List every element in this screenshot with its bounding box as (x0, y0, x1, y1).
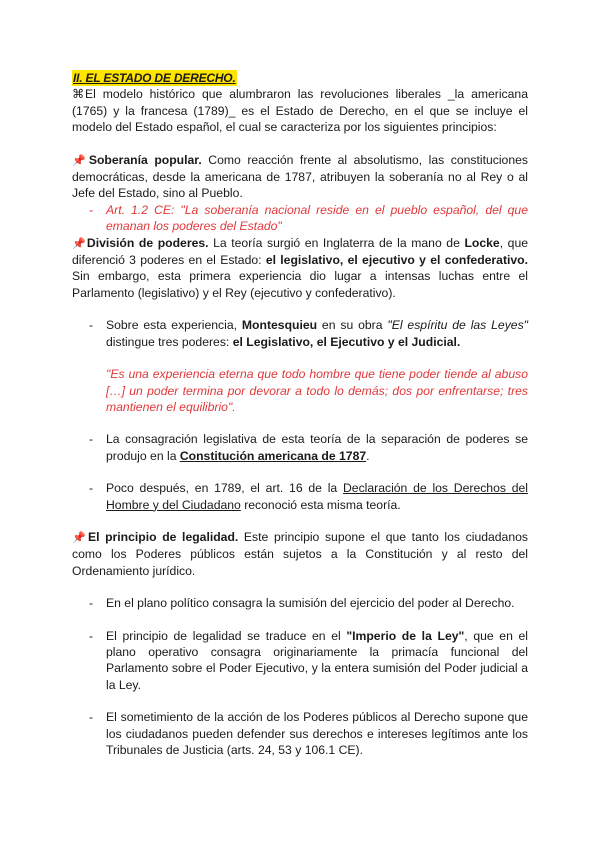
item-text: La consagración legislativa de esta teoría de la separación de poderes se produjo en la (106, 432, 528, 463)
locke-powers: el legislativo, el ejecutivo y el confederativo. (265, 253, 529, 268)
item-text: en su obra (317, 318, 388, 333)
section-title: II. EL ESTADO DE DERECHO. (73, 71, 236, 85)
division-heading: División de poderes. (86, 235, 209, 250)
soberania-paragraph (72, 152, 528, 202)
list-item-consagracion (89, 431, 528, 464)
soberania-heading: Soberanía popular. (88, 152, 202, 167)
intro-paragraph (72, 86, 528, 135)
item-text: Poco después, en 1789, el art. 16 de la (106, 481, 343, 496)
list-item-montesquieu (89, 317, 528, 350)
division-text-1: La teoría surgió en Inglaterra de la mano de (208, 235, 465, 250)
soberania-list (72, 202, 528, 235)
list-item-imperio-ley (89, 628, 528, 694)
montesquieu-powers: el Legislativo, el Ejecutivo y el Judicial. (232, 334, 461, 349)
pushpin-icon: 📌 (72, 531, 88, 544)
item-text: . (366, 448, 370, 463)
locke-name: Locke (464, 235, 500, 250)
division-list-2 (72, 431, 528, 513)
legalidad-heading: El principio de legalidad. (87, 529, 239, 544)
document-page (72, 70, 528, 758)
declaracion-derechos-link[interactable]: Declaración de los Derechos del Hombre y del Ciudadano (106, 481, 528, 512)
item-text: distingue tres poderes: (106, 334, 233, 349)
list-item-sometimiento: - El sometimiento de la acción de los Poderes públicos al Derecho supone que los ciudadanos pueden defender sus derechos e intereses legítimos ante los Tribunales de Justicia (arts. 24, 53 y 106.1 CE). (89, 709, 528, 758)
pushpin-icon: 📌 (72, 154, 89, 167)
montesquieu-quote: "Es una experiencia eterna que todo hombre que tiene poder tiende al abuso […] un poder termina por devorar a todo lo demás; dos por enfrentarse; tres mantienen el equilibrio". (106, 367, 528, 414)
division-paragraph (72, 235, 528, 302)
pushpin-icon: 📌 (72, 237, 87, 250)
constitucion-americana-link[interactable]: Constitución americana de 1787 (179, 448, 367, 463)
legalidad-list (72, 595, 528, 758)
intro-text: El modelo histórico que alumbraron las revoluciones liberales _la americana (1765) y la francesa (1789)_ es el Estado de Derecho, en el que se incluye el modelo del Estado español, el cual se caracteriza por los siguientes principios: (72, 87, 528, 135)
list-item-plano-politico: - En el plano político consagra la sumisión del ejercicio del poder al Derecho. (89, 595, 528, 611)
item-text: , que en el plano operativo consagra originariamente la primacía funcional del Parlamento sobre el Poder Ejecutivo, y la entera sumisión del Poder judicial a la Ley. (106, 628, 528, 692)
work-title: "El espíritu de las Leyes" (387, 318, 528, 333)
division-list-1 (72, 317, 528, 350)
item-text: Sobre esta experiencia, (106, 318, 242, 333)
imperio-ley-term: "Imperio de la Ley" (346, 628, 465, 643)
division-text-2: , que diferenció 3 poderes en el Estado: (72, 235, 528, 268)
soberania-quote: - Art. 1.2 CE: "La soberanía nacional reside en el pueblo español, del que emanan los poderes del Estado" (89, 202, 528, 235)
legalidad-paragraph (72, 529, 528, 579)
soberania-text: Como reacción frente al absolutismo, las constituciones democráticas, desde la americana de 1787, atribuyen la soberanía no al Rey o al Jefe del Estado, sino al Pueblo. (72, 152, 528, 201)
division-text-3: Sin embargo, esta primera experiencia dio lugar a intensas luchas entre el Parlamento (legislativo) y el Rey (ejecutivo y confederativo). (72, 269, 528, 300)
list-item-declaracion (89, 480, 528, 513)
item-text: reconoció esta misma teoría. (240, 497, 401, 512)
item-text: El principio de legalidad se traduce en el (106, 628, 347, 643)
legalidad-text: Este principio supone el que tanto los ciudadanos como los Poderes públicos están sujetos a la Constitución y al resto del Ordenamiento jurídico. (72, 529, 528, 578)
montesquieu-name: Montesquieu (241, 318, 318, 333)
command-icon: ⌘ (72, 87, 85, 102)
